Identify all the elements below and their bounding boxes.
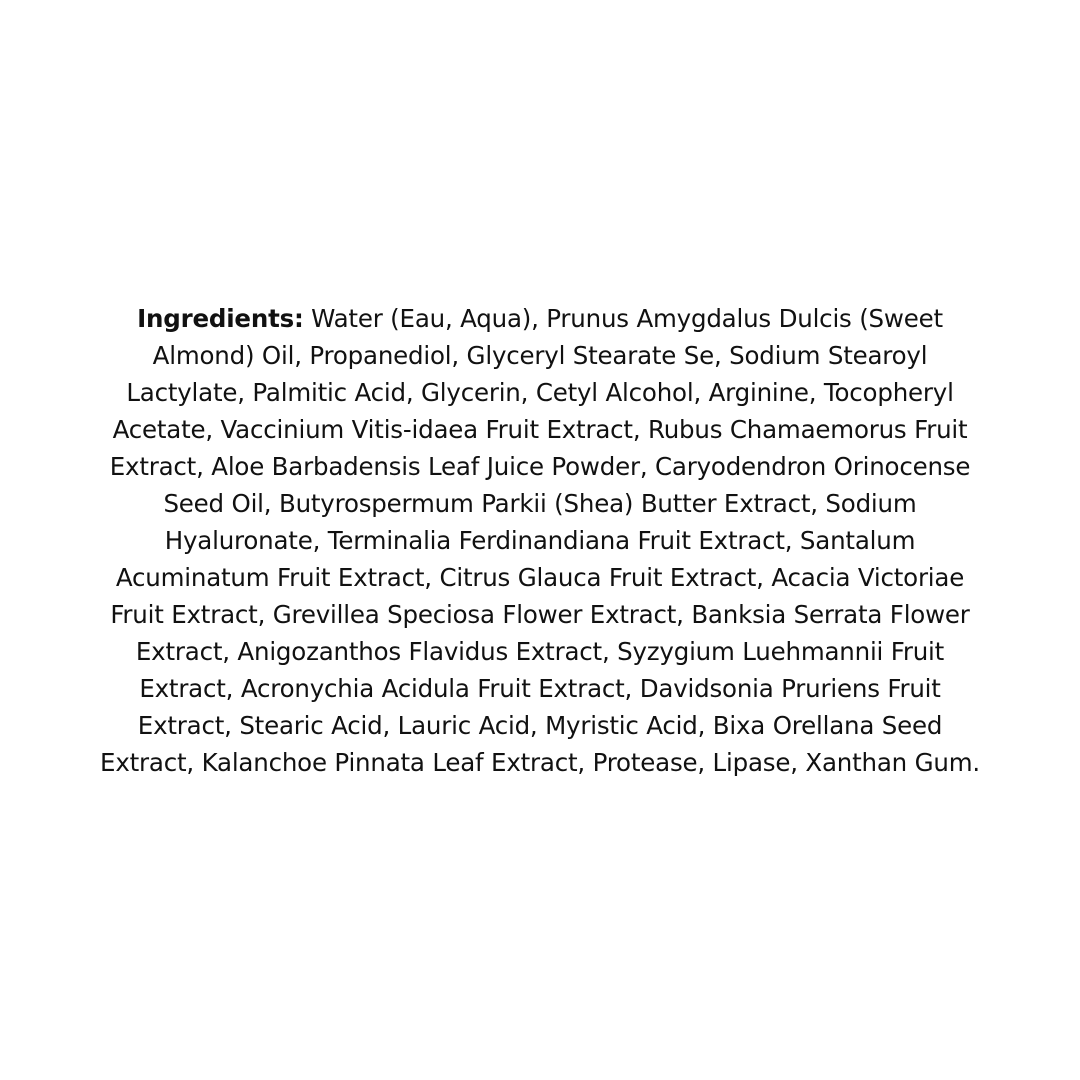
ingredients-line-text: Water (Eau, Aqua), Prunus Amygdalus Dulcis (Sweet [303, 304, 943, 333]
ingredients-line: Extract, Aloe Barbadensis Leaf Juice Powder, Caryodendron Orinocense [109, 452, 971, 481]
ingredients-label: Ingredients: [137, 304, 304, 333]
ingredients-text-block [90, 300, 990, 781]
ingredients-line: Acetate, Vaccinium Vitis-idaea Fruit Extract, Rubus Chamaemorus Fruit [112, 415, 968, 444]
ingredients-line: Almond) Oil, Propanediol, Glyceryl Stearate Se, Sodium Stearoyl [152, 341, 928, 370]
ingredients-line: Fruit Extract, Grevillea Speciosa Flower Extract, Banksia Serrata Flower [110, 600, 970, 629]
ingredients-line: Extract, Anigozanthos Flavidus Extract, Syzygium Luehmannii Fruit [135, 637, 945, 666]
ingredients-line: Acuminatum Fruit Extract, Citrus Glauca Fruit Extract, Acacia Victoriae [115, 563, 965, 592]
ingredients-line: Extract, Stearic Acid, Lauric Acid, Myristic Acid, Bixa Orellana Seed [137, 711, 943, 740]
ingredients-line: Seed Oil, Butyrospermum Parkii (Shea) Butter Extract, Sodium [163, 489, 917, 518]
ingredients-line: Lactylate, Palmitic Acid, Glycerin, Cetyl Alcohol, Arginine, Tocopheryl [126, 378, 954, 407]
ingredients-line: Extract, Acronychia Acidula Fruit Extract, Davidsonia Pruriens Fruit [139, 674, 941, 703]
ingredients-line: Hyaluronate, Terminalia Ferdinandiana Fruit Extract, Santalum [164, 526, 916, 555]
ingredients-line: Extract, Kalanchoe Pinnata Leaf Extract, Protease, Lipase, Xanthan Gum. [100, 748, 980, 777]
ingredients-line [90, 300, 990, 337]
